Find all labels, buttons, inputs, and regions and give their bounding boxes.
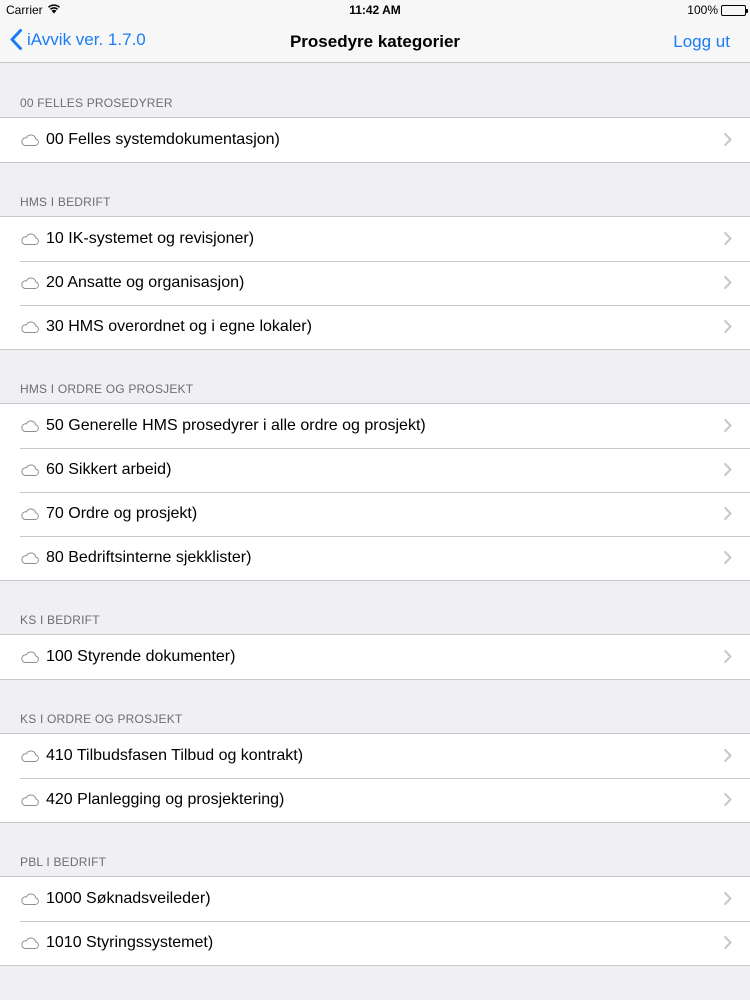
section-header: HMS I BEDRIFT <box>20 195 111 209</box>
list-item-label: 10 IK-systemet og revisjoner) <box>46 230 255 247</box>
carrier-label: Carrier <box>6 3 43 17</box>
category-list <box>0 64 750 966</box>
section-group <box>0 117 750 163</box>
chevron-right-icon <box>724 793 732 811</box>
navigation-bar <box>0 20 750 63</box>
list-item-label: 30 HMS overordnet og i egne lokaler) <box>46 318 312 335</box>
page-title: Prosedyre kategorier <box>289 32 461 51</box>
cloud-icon <box>20 793 40 807</box>
status-bar <box>0 0 750 20</box>
cloud-icon <box>20 463 40 477</box>
list-item[interactable] <box>0 448 750 492</box>
list-item-label: 60 Sikkert arbeid) <box>46 461 172 478</box>
chevron-right-icon <box>724 892 732 910</box>
section-header: 00 FELLES PROSEDYRER <box>20 96 173 110</box>
section-group <box>0 733 750 823</box>
list-item-label: 50 Generelle HMS prosedyrer i alle ordre og prosjekt) <box>46 417 426 434</box>
logout-button[interactable]: Logg ut <box>673 32 730 51</box>
section-header: KS I BEDRIFT <box>20 613 100 627</box>
cloud-icon <box>20 936 40 950</box>
cloud-icon <box>20 320 40 334</box>
status-time: 11:42 AM <box>349 3 401 17</box>
list-item-label: 420 Planlegging og prosjektering) <box>46 791 285 808</box>
list-item-label: 80 Bedriftsinterne sjekklister) <box>46 549 252 566</box>
list-item[interactable] <box>0 778 750 822</box>
section-group <box>0 403 750 581</box>
cloud-icon <box>20 551 40 565</box>
section-group <box>0 634 750 680</box>
cloud-icon <box>20 507 40 521</box>
list-item-label: 70 Ordre og prosjekt) <box>46 505 198 522</box>
list-item[interactable] <box>0 635 750 679</box>
list-item[interactable] <box>0 877 750 921</box>
cloud-icon <box>20 276 40 290</box>
list-item[interactable] <box>0 404 750 448</box>
section-header: KS I ORDRE OG PROSJEKT <box>20 712 183 726</box>
chevron-right-icon <box>724 650 732 668</box>
chevron-right-icon <box>724 320 732 338</box>
cloud-icon <box>20 749 40 763</box>
chevron-right-icon <box>724 551 732 569</box>
battery-icon <box>721 5 746 16</box>
chevron-right-icon <box>724 936 732 954</box>
list-item[interactable] <box>0 492 750 536</box>
list-item-label: 410 Tilbudsfasen Tilbud og kontrakt) <box>46 747 304 764</box>
chevron-right-icon <box>724 232 732 250</box>
chevron-right-icon <box>724 133 732 151</box>
section-group <box>0 216 750 350</box>
list-item-label: 20 Ansatte og organisasjon) <box>46 274 245 291</box>
cloud-icon <box>20 650 40 664</box>
list-item-label: 100 Styrende dokumenter) <box>46 648 236 665</box>
cloud-icon <box>20 232 40 246</box>
chevron-right-icon <box>724 507 732 525</box>
list-item-label: 1000 Søknadsveileder) <box>46 890 211 907</box>
cloud-icon <box>20 892 40 906</box>
battery-indicator <box>687 3 746 17</box>
section-header: PBL I BEDRIFT <box>20 855 107 869</box>
list-item[interactable] <box>0 536 750 580</box>
chevron-right-icon <box>724 463 732 481</box>
back-button-label: iAvvik ver. 1.7.0 <box>27 29 146 49</box>
section-header: HMS I ORDRE OG PROSJEKT <box>20 382 194 396</box>
section-group <box>0 876 750 966</box>
list-item[interactable] <box>0 217 750 261</box>
list-item-label: 00 Felles systemdokumentasjon) <box>46 131 280 148</box>
cloud-icon <box>20 419 40 433</box>
list-item[interactable] <box>0 921 750 965</box>
list-item-label: 1010 Styringssystemet) <box>46 934 214 951</box>
chevron-right-icon <box>724 749 732 767</box>
chevron-right-icon <box>724 276 732 294</box>
list-item[interactable] <box>0 305 750 349</box>
list-item[interactable] <box>0 261 750 305</box>
chevron-right-icon <box>724 419 732 437</box>
battery-percent: 100% <box>687 3 718 17</box>
list-item[interactable] <box>0 118 750 162</box>
list-item[interactable] <box>0 734 750 778</box>
cloud-icon <box>20 133 40 147</box>
